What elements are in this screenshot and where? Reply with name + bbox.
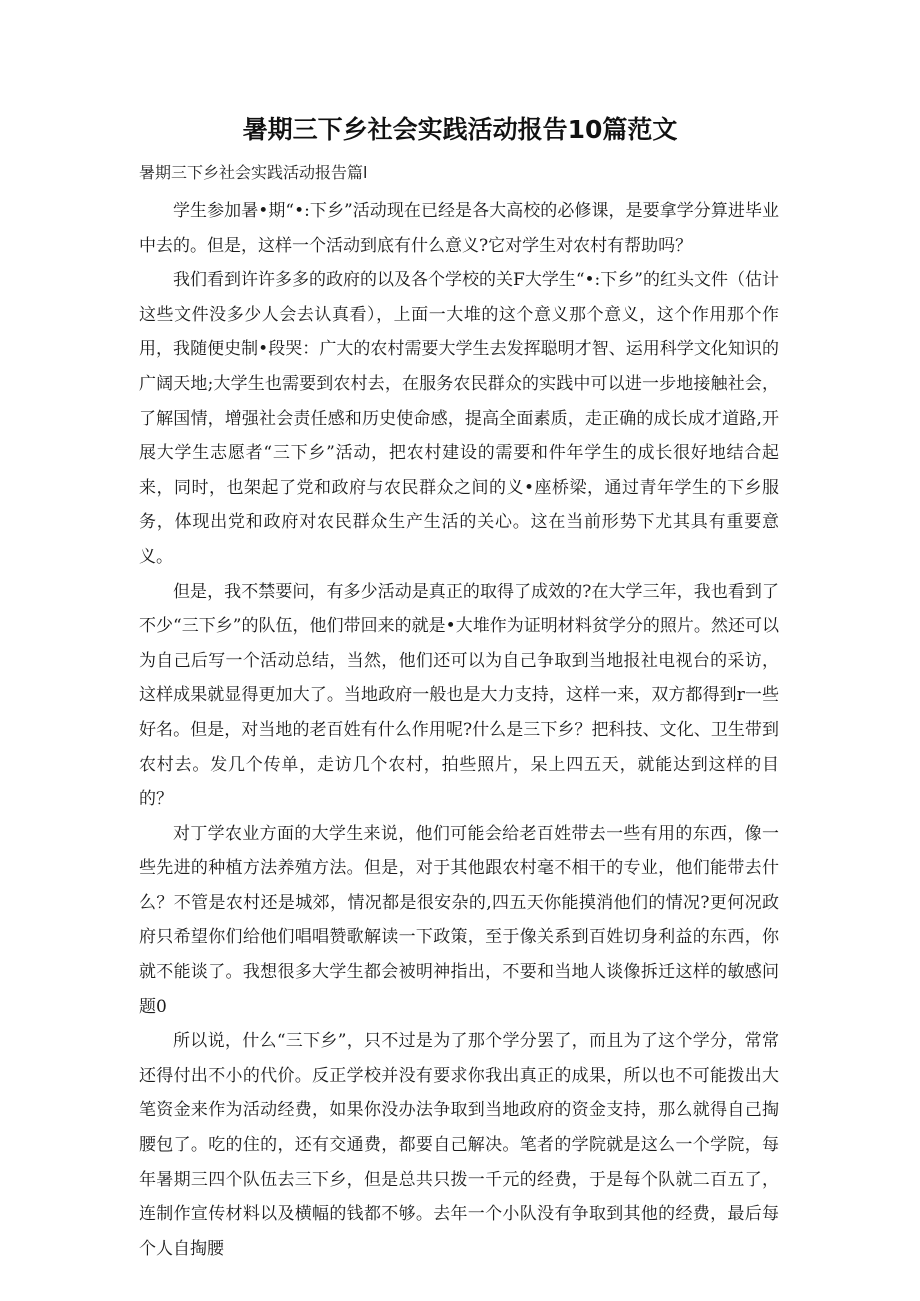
document-body bbox=[139, 194, 779, 1266]
paragraph-1: 学生参加暑•期“•:下乡”活动现在已经是各大高校的必修课，是要拿学分算进毕业中去的。但是，这样一个活动到底有什么意义?它对学生对农村有帮助吗？ bbox=[139, 201, 779, 256]
section-heading: 暑期三下乡社会实践活动报告篇l bbox=[139, 163, 368, 182]
paragraph-3: 但是，我不禁要问，有多少活动是真正的取得了成效的?在大学三年，我也看到了不少“三下乡”的队伍，他们带回来的就是•大堆作为证明材料贫学分的照片。然还可以为自己后写一个活动总结，当然，他们还可以为自己争取到当地报社电视台的采访，这样成果就显得更加大了。当地政府一般也是大力支持，这样一来，双方都得到r一些好名。但是，对当地的老百姓有什么作用呢?什么是三下乡？把科技、文化、卫生带到农村去。发几个传单，走访几个农村，拍些照片，呆上四五天，就能达到这样的目的？ bbox=[139, 581, 779, 810]
paragraph-2: 我们看到许许多多的政府的以及各个学校的关F大学生“•:下乡”的红头文件（估计这些文件没多少人会去认真看），上面一大堆的这个意义那个意义，这个作用那个作用，我随便史制•段哭：广大的农村需要大学生去发挥聪明才智、运用科学文化知识的广阔天地;大学生也需要到农村去，在服务农民群众的实践中可以进一步地接触社会，了解国情，增强社会责任感和历史使命感，提高全面素质，走正确的成长成才道路,开展大学生志愿者“三下乡”活动，把农村建设的需要和件年学生的成长很好地结合起来，同时，也架起了党和政府与农民群众之间的义•座桥梁，通过青年学生的下乡服务，体现出党和政府对农民群众生产生活的关心。这在当前形势下尤其具有重要意义。 bbox=[139, 270, 779, 567]
paragraph-4: 对丁学农业方面的大学生来说，他们可能会给老百姓带去一些有用的东西，像一些先进的种植方法养殖方法。但是，对于其他跟农村毫不相干的专业，他们能带去什么？不管是农村还是城郊，情况都是很安杂的,四五天你能摸消他们的情况?更何况政府只希望你们给他们唱唱赞歌解读一下政策，至于像关系到百姓切身利益的东西，你就不能谈了。我想很多大学生都会被明神指出，不要和当地人谈像拆迁这样的敏感问题0 bbox=[139, 823, 779, 1017]
paragraph-5: 所以说，什么“三下乡”，只不过是为了那个学分罢了，而且为了这个学分，常常还得付出不小的代价。反正学校并没有要求你我出真正的成果，所以也不可能拨出大笔资金来作为活动经费，如果你没办法争取到当地政府的资金支持，那么就得自己掏腰包了。吃的住的，还有交通费，都要自己解决。笔者的学院就是这么一个学院，每年暑期三四个队伍去三下乡，但是总共只拨一千元的经费，于是每个队就二百五了，连制作宣传材料以及横幅的钱都不够。去年一个小队没有争取到其他的经费，最后每个人自掏腰 bbox=[139, 1031, 779, 1259]
document-title: 暑期三下乡社会实践活动报告10篇范文 bbox=[242, 115, 678, 144]
